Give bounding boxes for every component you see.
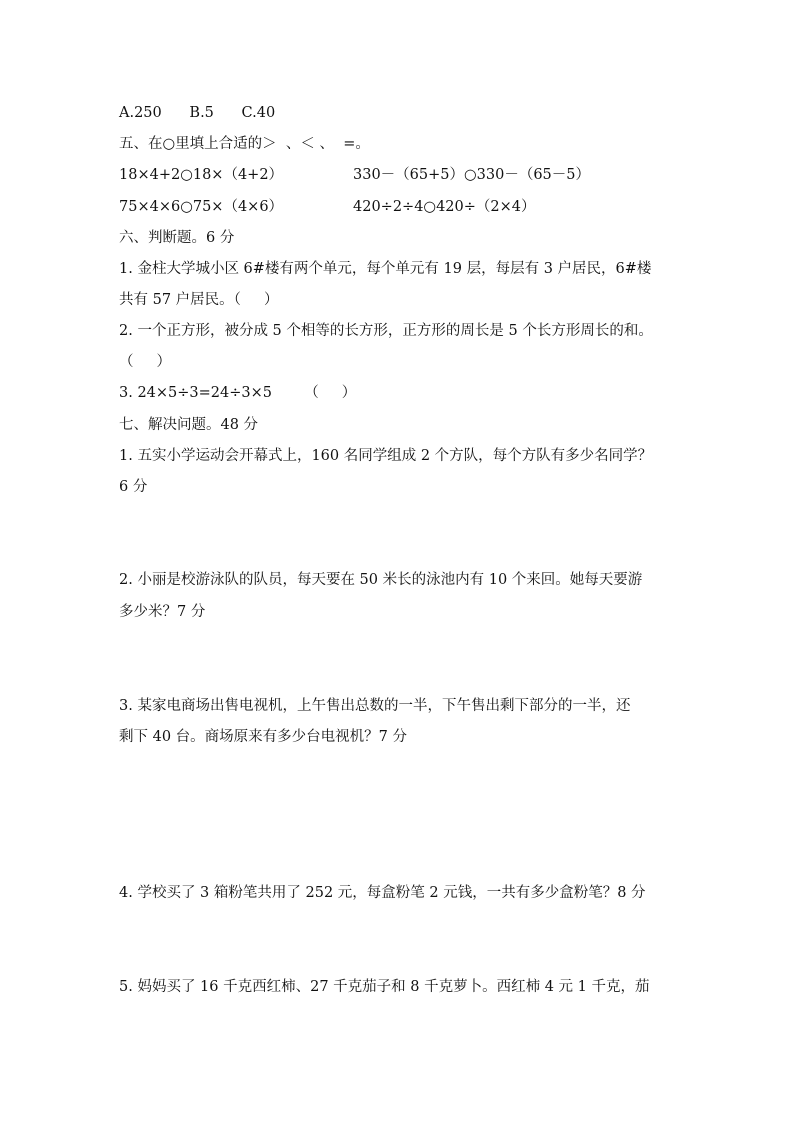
compare-row-2-right: 420÷2÷4○420÷（2×4） [353, 199, 536, 215]
problem-3-line-2: 剩下 40 台。商场原来有多少台电视机？7 分 [119, 729, 408, 745]
problem-1-line-2: 6 分 [119, 479, 148, 495]
problem-2-line-2: 多少米？7 分 [119, 604, 206, 620]
problem-2-line-1: 2. 小丽是校游泳队的队员，每天要在 50 米长的泳池内有 10 个来回。她每天要游 [119, 572, 643, 588]
section-7-heading: 七、解决问题。48 分 [119, 417, 259, 433]
compare-row-1-right: 330－（65+5）○330－（65－5） [353, 167, 591, 183]
judge-item-1-line-2: 共有 57 户居民。（ ） [119, 292, 279, 308]
section-6-heading: 六、判断题。6 分 [119, 230, 235, 246]
problem-1-line-1: 1. 五实小学运动会开幕式上，160 名同学组成 2 个方队，每个方队有多少名同学？ [119, 448, 653, 464]
problem-3-line-1: 3. 某家电商场出售电视机，上午售出总数的一半，下午售出剩下部分的一半，还 [119, 698, 631, 714]
judge-item-3: 3. 24×5÷3=24÷3×5 （ ） [119, 385, 357, 401]
compare-row-2-left: 75×4×6○75×（4×6） [119, 199, 284, 215]
problem-5-line-1: 5. 妈妈买了 16 千克西红柿、27 千克茄子和 8 千克萝卜。西红柿 4 元 1 千克，茄 [119, 979, 650, 995]
answer-options: A.250 B.5 C.40 [119, 105, 276, 121]
judge-item-2-line-2: （ ） [119, 354, 172, 370]
compare-row-1-left: 18×4+2○18×（4+2） [119, 167, 284, 183]
judge-item-1-line-1: 1. 金柱大学城小区 6#楼有两个单元，每个单元有 19 层，每层有 3 户居民，6#楼 [119, 261, 652, 277]
judge-item-2-line-1: 2. 一个正方形，被分成 5 个相等的长方形，正方形的周长是 5 个长方形周长的和。 [119, 323, 653, 339]
problem-4: 4. 学校买了 3 箱粉笔共用了 252 元，每盒粉笔 2 元钱，一共有多少盒粉笔？8 分 [119, 885, 646, 901]
section-5-heading: 五、在○里填上合适的＞ 、＜ 、 =。 [119, 136, 370, 152]
